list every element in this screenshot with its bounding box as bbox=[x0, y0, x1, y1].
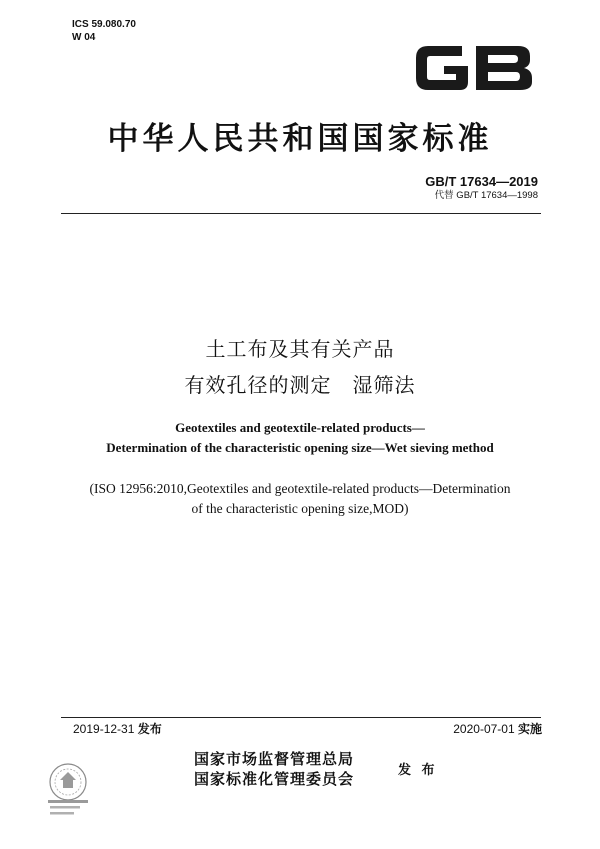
adoption-line2: of the characteristic opening size,MOD) bbox=[191, 501, 409, 516]
implementation-date bbox=[453, 720, 542, 737]
issuing-authorities bbox=[194, 749, 354, 789]
replaces-standard: 代替 GB/T 17634—1998 bbox=[434, 190, 538, 201]
publish-label: 发 布 bbox=[398, 763, 438, 778]
title-en-line1: Geotextiles and geotextile-related products— bbox=[175, 420, 425, 435]
issuer-sac: 国家标准化管理委员会 bbox=[194, 770, 355, 788]
ics-code: ICS 59.080.70 bbox=[72, 19, 136, 30]
implementation-label: 实施 bbox=[517, 722, 542, 736]
implementation-date-value: 2020-07-01 bbox=[453, 722, 515, 736]
official-seal bbox=[40, 756, 104, 820]
iso-adoption-note bbox=[0, 479, 600, 519]
issuer-samr: 国家市场监督管理总局 bbox=[194, 750, 355, 768]
standard-number: GB/T 17634—2019 bbox=[425, 174, 538, 189]
title-en-line2: Determination of the characteristic opening size—Wet sieving method bbox=[106, 440, 494, 455]
bottom-divider bbox=[61, 717, 541, 718]
adoption-line1: (ISO 12956:2010,Geotextiles and geotextile-related products—Determination bbox=[89, 481, 511, 496]
issue-date-value: 2019-12-31 bbox=[73, 722, 135, 736]
gb-logo-icon bbox=[410, 38, 538, 98]
ccs-code: W 04 bbox=[72, 32, 96, 43]
national-standard-title: 中华人民共和国国家标准 bbox=[107, 121, 493, 157]
title-cn-line2: 有效孔径的测定 湿筛法 bbox=[184, 373, 416, 397]
gb-logo bbox=[410, 38, 538, 98]
classification-codes bbox=[72, 18, 136, 44]
issue-label: 发布 bbox=[137, 722, 162, 736]
seal-icon bbox=[40, 756, 104, 820]
issue-date bbox=[73, 720, 162, 737]
standard-number-block bbox=[425, 174, 538, 202]
title-cn-line1: 土工布及其有关产品 bbox=[205, 337, 395, 361]
top-divider bbox=[61, 213, 541, 214]
